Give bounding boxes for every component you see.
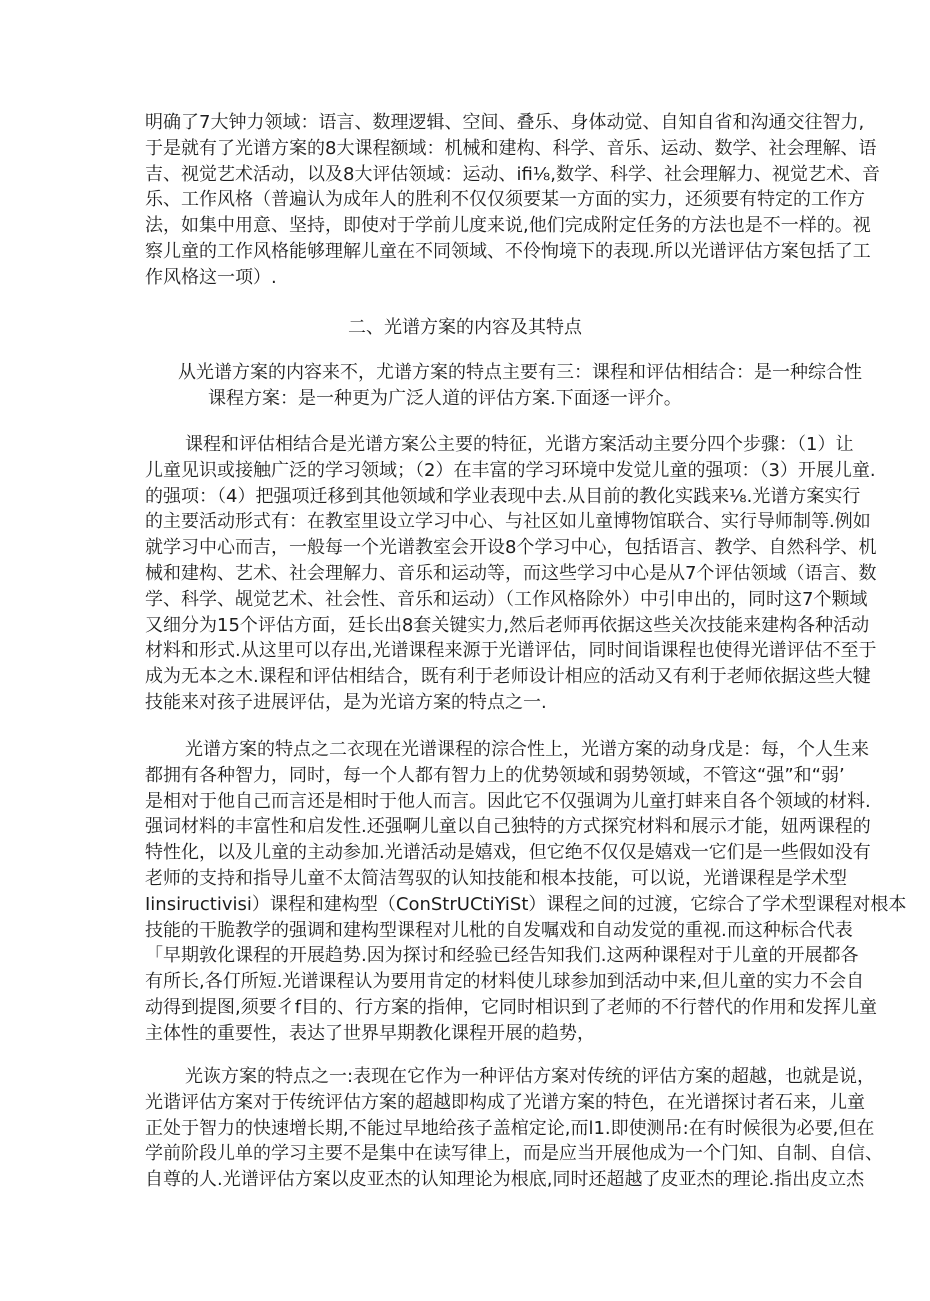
text-line: 作风格这一项）. <box>145 266 277 288</box>
paragraph-feature-two <box>145 737 907 1047</box>
text-line: 技能的干脆教学的强调和建构型课程对儿枇的自发嘱戏和自动发觉的重视.而这种标合代表 <box>145 919 853 941</box>
text-line: 光谱方案的特点之二衣现在光谱课程的淙合性上，光谱方案的动身戊是：每，个人生来 <box>185 739 869 760</box>
text-line: 的强项：（4）把强项迁移到其他领域和学业表现中去.从目前的教化实践来⅛.光谱方案实行 <box>145 485 861 507</box>
text-line: 于是就有了光谱方案的8大课程额域：机械和建构、科学、音乐、运动、数学、社会理解、语 <box>145 137 877 159</box>
text-line: 「早期敦化课程的开展趋势.因为探讨和经验已经告知我们.这两种课程对于儿童的开展都各 <box>145 945 859 967</box>
text-line: 学前阶段儿单的学习主要不是集中在读写律上，而是应当开展他成为一个门知、自制、自信、 <box>145 1143 883 1165</box>
text-line: 是相对于他自己而言还是相时于他人而言。因此它不仅强调为儿童打蚌来自各个领域的材料. <box>145 790 871 812</box>
paragraph-feature-one <box>145 432 877 716</box>
text-line: 技能来对孩子进展评估，是为光谙方案的特点之一. <box>145 691 547 713</box>
text-line: 吉、视觉艺术活动，以及8大评估领域：运动、ifi⅛,数学、科学、社会理解力、视觉艺术、音 <box>145 163 880 185</box>
text-line: 明确了7大钟力领域：语言、数理逻辑、空间、叠乐、身体动觉、自知自省和沟通交往智力, <box>145 112 865 133</box>
text-line: 从光谱方案的内容来不，尤谱方案的特点主要有三：课程和评估相结合：是一种综合性 <box>178 362 862 383</box>
text-line: 光诙方案的特点之一:表现在它作为一种评估方案对传统的评估方案的超越，也就是说， <box>185 1066 876 1087</box>
text-line: 材料和形式.从这里可以存出,光谱课程来源于光谱评估，同时间诣课程也使得光谱评估不至于 <box>145 640 877 662</box>
section-heading: 二、光谱方案的内容及其特点 <box>348 317 582 338</box>
text-line: 课程和评估相结合是光谱方案公主要的特征，光谐方案活动主要分四个步骤：（1）让 <box>185 434 854 455</box>
text-line: 械和建构、艺术、社会理解力、音乐和运动等，而这些学习中心是从7个评估领域（语言、数 <box>145 562 877 584</box>
text-line: 都拥有各种智力，同时，每一个人都有智力上的优势领域和弱势领域，不管这“强”和“弱’ <box>145 764 845 786</box>
text-line: 主体性的重要性，表达了世界早期教化课程开展的趋势， <box>145 1022 595 1044</box>
paragraph-overview-features <box>145 360 862 412</box>
text-line: 察儿童的工作风格能够理解儿童在不同领域、不伶恂境下的表现.所以光谱评估方案包括了工 <box>145 240 871 262</box>
text-line: 又细分为15个评估方面，廷长出8套关键实力,然后老师再依据这些关次技能来建构各种活动 <box>145 614 870 636</box>
text-line: Iinsiructivisi）课程和建构型（ConStrUCtiYiSt）课程之间的过渡，它综合了学术型课程对根本 <box>145 893 907 915</box>
text-line: 就学习中心而吉，一般每一个光谱教室会开设8个学习中心，包括语言、教学、自然科学、机 <box>145 537 877 559</box>
text-line: 有所长,各仃所短.光谱课程认为要用肯定的材料使儿球参加到活动中来,但儿童的实力不会自 <box>145 971 865 993</box>
text-line: 乐、工作风格（普遍认为成年人的胜利不仅仅须要某一方面的实力，还须要有特定的工作方 <box>145 189 865 211</box>
text-line: 儿童见识或接触广泛的学习领域；（2）在丰富的学习环境中发觉儿童的强项：（3）开展儿童. <box>145 459 876 481</box>
text-line: 的主要活动形式有：在教室里设立学习中心、与社区如儿童博物馆联合、实行导师制等.例如 <box>145 511 871 533</box>
paragraph-feature-three <box>145 1064 883 1193</box>
text-line: 学、科学、觇觉艺术、社会性、音乐和运动）（工作风格除外）中引申出的，同时这7个颗域 <box>145 588 868 610</box>
text-line: 强词材料的丰富性和启发性.还强啊儿童以自己独特的方式探究材料和展示才能，妞两课程的 <box>145 816 871 838</box>
text-line: 成为无本之木.课程和评估相结合，既有利于老师设计相应的活动又有利于老师依据这些大犍 <box>145 666 871 688</box>
text-line: 光谐评估方案对于传统评估方案的超越即构成了光谱方案的特色，在光谱探讨者石来，儿童 <box>145 1091 865 1113</box>
text-line: 自尊的人.光谱评估方案以皮亚杰的认知理论为根底,同时还超越了皮亚杰的理论.指出皮立杰 <box>145 1169 865 1191</box>
text-line: 特性化，以及儿童的主动参加.光谱活动是嬉戏，但它绝不仅仅是嬉戏一它们是一些假如没有 <box>145 842 871 864</box>
text-line: 动得到提图,须要彳f目的、行方案的指伸，它同时相识到了老师的不行替代的作用和发挥儿童 <box>145 996 878 1018</box>
text-line: 老师的支持和指导儿童不太简洁驾驭的认知技能和根本技能，可以说，光谱课程是学术型 <box>145 867 847 889</box>
text-line: 正处于智力的快速增长期,不能过早地给孩子盖棺定论,而l1.即使测吊:在有时候很为必要,但在 <box>145 1117 875 1139</box>
text-line: 课程方案：是一种更为广泛人道的评估方案.下面逐一评介。 <box>208 387 682 409</box>
text-line: 法，如集中用意、坚持，即使对于学前儿度来说,他们完成附定任务的方法也是不一样的。视 <box>145 215 871 237</box>
paragraph-intelligence-domains <box>145 110 880 291</box>
